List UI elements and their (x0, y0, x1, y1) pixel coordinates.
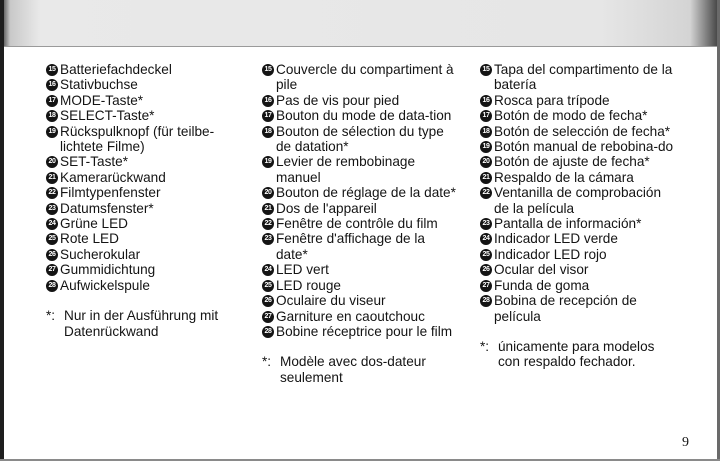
item-number-badge: 26 (46, 249, 58, 261)
list-item (480, 154, 676, 169)
item-label: Botón de ajuste de fecha* (494, 154, 650, 170)
item-number-badge: 15 (46, 64, 58, 76)
item-number-badge: 20 (46, 156, 58, 168)
item-label: Datumsfenster* (60, 200, 154, 216)
item-number-badge: 19 (262, 156, 274, 168)
item-label: Bouton de réglage de la date* (276, 185, 456, 201)
item-number-badge: 16 (262, 95, 274, 107)
item-number-badge: 23 (262, 233, 274, 245)
item-number-badge: 23 (480, 218, 492, 230)
item-label: SELECT-Taste* (60, 108, 155, 124)
item-label: LED rouge (276, 277, 341, 293)
item-label: Tapa del compartimento de la batería (494, 62, 673, 93)
item-number-badge: 21 (46, 172, 58, 184)
list-item (262, 62, 458, 93)
item-number-badge: 21 (262, 203, 274, 215)
item-label: Oculaire du viseur (276, 293, 386, 309)
item-label: Kamerarückwand (60, 169, 166, 185)
item-number-badge: 20 (480, 156, 492, 168)
item-number-badge: 26 (262, 295, 274, 307)
item-number-badge: 17 (46, 95, 58, 107)
item-label: Bobina de recepción de película (494, 293, 637, 324)
item-label: Botón de modo de fecha* (494, 108, 648, 124)
item-label: SET-Taste* (60, 154, 128, 170)
item-label: Batteriefachdeckel (60, 62, 172, 77)
list-item (262, 124, 458, 155)
page-number: 9 (682, 435, 689, 450)
item-label: Garniture en caoutchouc (276, 308, 425, 324)
item-number-badge: 17 (480, 110, 492, 122)
item-number-badge: 24 (262, 264, 274, 276)
list-item (480, 247, 676, 262)
item-number-badge: 28 (262, 326, 274, 338)
list-item (480, 62, 676, 93)
item-label: Fenêtre de contrôle du film (276, 216, 438, 232)
item-label: Bobine réceptrice pour le film (276, 323, 453, 339)
item-label: Respaldo de la cámara (494, 169, 634, 185)
item-number-badge: 15 (480, 64, 492, 76)
list-item (46, 170, 236, 185)
list-item (46, 216, 236, 231)
item-label: Levier de rembobinage manuel (276, 154, 416, 185)
item-number-badge: 25 (46, 233, 58, 245)
item-number-badge: 24 (46, 218, 58, 230)
item-label: Couvercle du compartiment à pile (276, 62, 454, 93)
item-number-badge: 23 (46, 203, 58, 215)
list-item (480, 293, 676, 324)
item-number-badge: 22 (46, 187, 58, 199)
list-item (46, 262, 236, 277)
list-item (262, 309, 458, 324)
item-number-badge: 26 (480, 264, 492, 276)
item-label: Filmtypenfenster (60, 185, 161, 201)
item-label: Funda de goma (494, 277, 590, 293)
footnote-mark: *: (46, 308, 56, 324)
item-number-badge: 25 (262, 280, 274, 292)
list-item (480, 231, 676, 246)
list-item (262, 231, 458, 262)
item-number-badge: 18 (480, 126, 492, 138)
item-number-badge: 19 (480, 141, 492, 153)
item-label: Bouton du mode de data-tion (276, 108, 452, 124)
footnote-text: Modèle avec dos-dateur seulement (280, 354, 426, 385)
item-number-badge: 15 (262, 64, 274, 76)
item-number-badge: 27 (262, 311, 274, 323)
list-item (480, 262, 676, 277)
list-item (262, 185, 458, 200)
list-item (480, 278, 676, 293)
list-item (262, 201, 458, 216)
column-german (46, 62, 236, 339)
item-label: Dos de l'appareil (276, 200, 377, 216)
footnote (480, 339, 676, 370)
item-label: MODE-Taste* (60, 92, 144, 108)
item-number-badge: 17 (262, 110, 274, 122)
list-item (262, 293, 458, 308)
item-label: Indicador LED verde (494, 231, 618, 247)
list-item (262, 93, 458, 108)
list-item (480, 216, 676, 231)
item-label: Ocular del visor (494, 262, 589, 278)
item-label: Bouton de sélection du type de datation* (276, 123, 444, 155)
item-number-badge: 18 (262, 126, 274, 138)
list-item (480, 108, 676, 123)
item-label: Indicador LED rojo (494, 246, 607, 262)
list-item (262, 278, 458, 293)
list-item (46, 93, 236, 108)
column-french (262, 62, 458, 385)
item-label: Rote LED (60, 231, 119, 247)
item-number-badge: 25 (480, 249, 492, 261)
footnote-mark: *: (480, 338, 490, 354)
footnote-text: únicamente para modelos con respaldo fechador. (498, 338, 655, 370)
item-number-badge: 27 (480, 280, 492, 292)
page-left-edge (0, 0, 4, 461)
footnote-mark: *: (262, 354, 272, 370)
list-item (480, 185, 676, 216)
list-item (46, 201, 236, 216)
list-item (46, 231, 236, 246)
item-label: Aufwickelspule (60, 277, 150, 293)
list-item (46, 77, 236, 92)
list-item (46, 278, 236, 293)
list-item (46, 62, 236, 77)
list-item (46, 185, 236, 200)
item-label: Stativbuchse (60, 77, 138, 93)
item-number-badge: 16 (46, 79, 58, 91)
item-number-badge: 19 (46, 126, 58, 138)
list-item (480, 93, 676, 108)
list-item (480, 124, 676, 139)
list-item (262, 324, 458, 339)
list-item (480, 170, 676, 185)
item-number-badge: 16 (480, 95, 492, 107)
item-label: Gummidichtung (60, 262, 156, 278)
item-label: Grüne LED (60, 216, 129, 232)
column-spanish (480, 62, 676, 370)
item-label: Fenêtre d'affichage de la date* (276, 231, 425, 262)
list-item (46, 124, 236, 155)
item-label: Ventanilla de comprobación de la película (494, 185, 662, 216)
item-number-badge: 20 (262, 187, 274, 199)
list-item (46, 108, 236, 123)
item-label: LED vert (276, 262, 329, 278)
list-item (262, 108, 458, 123)
page-top-band (0, 0, 720, 47)
list-item (46, 247, 236, 262)
item-number-badge: 28 (46, 280, 58, 292)
item-number-badge: 22 (262, 218, 274, 230)
item-number-badge: 22 (480, 187, 492, 199)
item-label: Pas de vis pour pied (276, 92, 400, 108)
footnote (262, 354, 458, 385)
footnote-text: Nur in der Ausführung mit Datenrückwand (64, 308, 219, 339)
item-label: Pantalla de información* (494, 216, 642, 232)
item-label: Rückspulknopf (für teilbe-lichtete Filme) (60, 123, 215, 155)
list-item (46, 154, 236, 169)
list-item (262, 262, 458, 277)
item-label: Sucherokular (60, 246, 141, 262)
item-label: Botón manual de rebobina-do (494, 139, 674, 155)
footnote (46, 308, 236, 339)
item-number-badge: 21 (480, 172, 492, 184)
item-number-badge: 18 (46, 110, 58, 122)
item-number-badge: 24 (480, 233, 492, 245)
list-item (262, 216, 458, 231)
list-item (480, 139, 676, 154)
item-number-badge: 27 (46, 264, 58, 276)
list-item (262, 154, 458, 185)
item-label: Rosca para trípode (494, 92, 610, 108)
item-label: Botón de selección de fecha* (494, 123, 671, 139)
item-number-badge: 28 (480, 295, 492, 307)
